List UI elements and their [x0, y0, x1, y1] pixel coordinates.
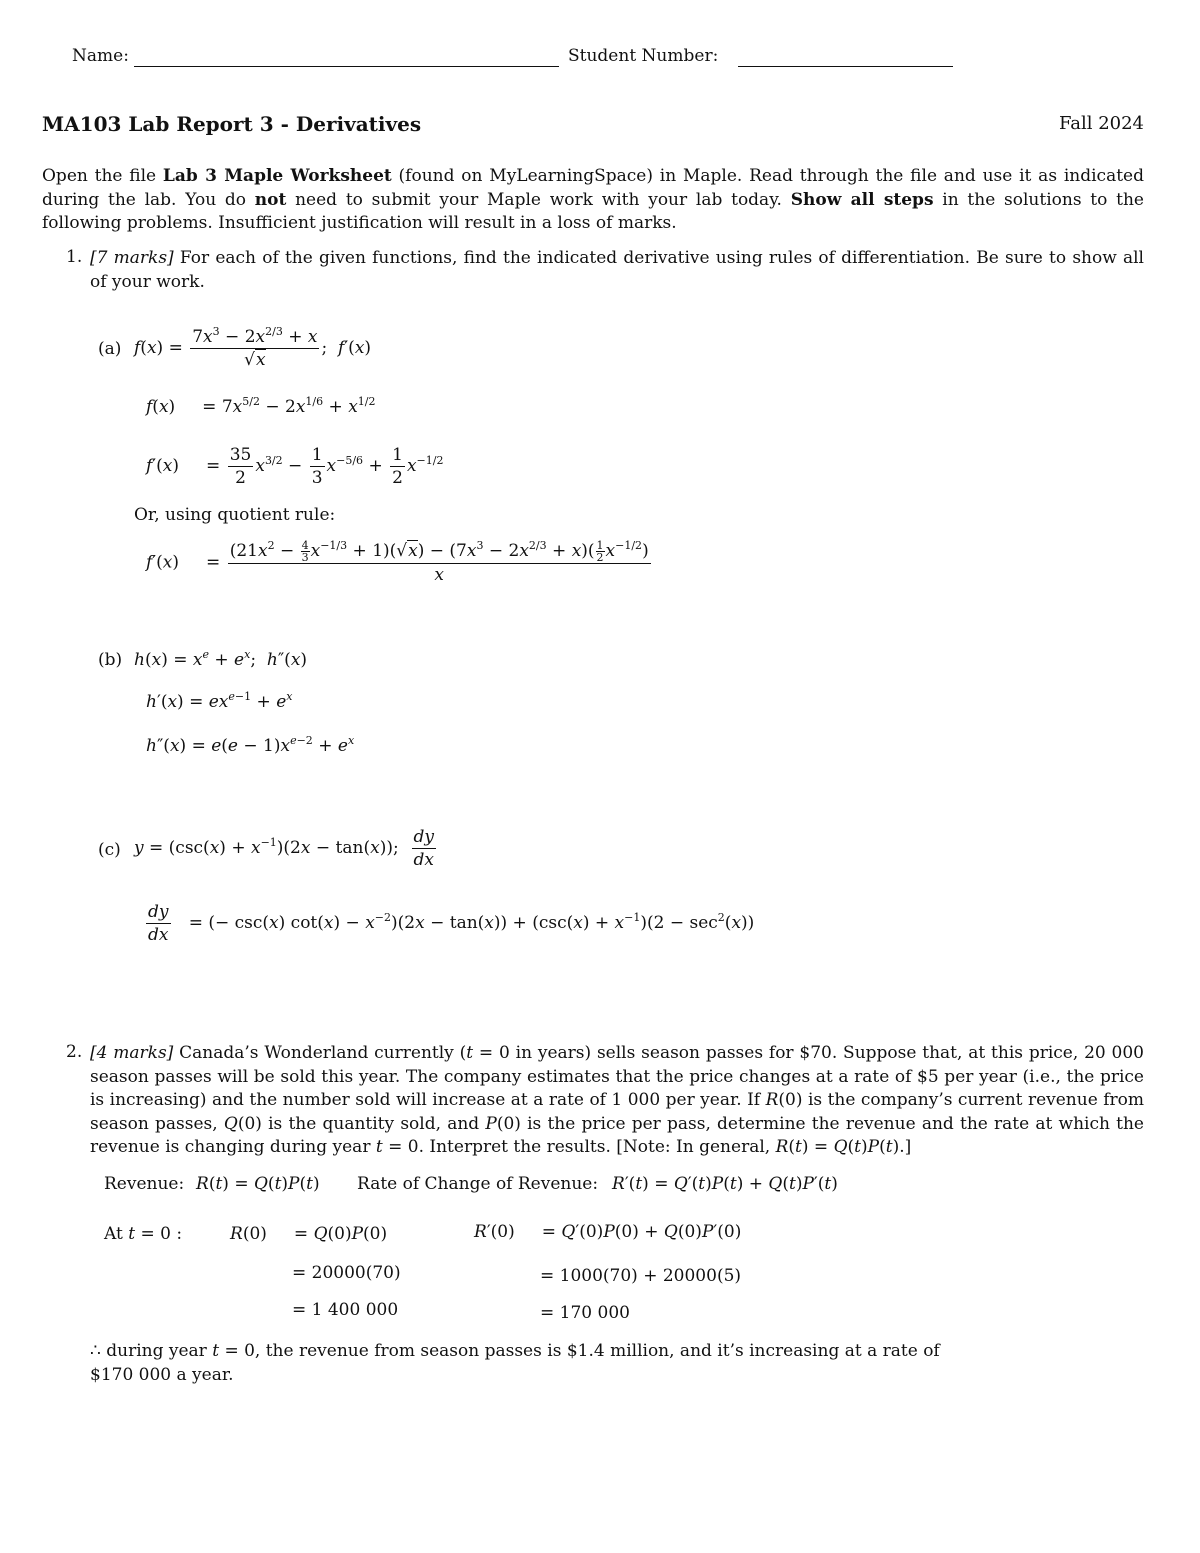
revenue-label: Revenue: [104, 1174, 185, 1194]
q2-text: is the company’s current revenue from season passes, [90, 1090, 1145, 1134]
page-title: MA103 Lab Report 3 - Derivatives [42, 112, 422, 136]
q2-text: .] [899, 1137, 912, 1157]
part-a-label: (a) [98, 339, 122, 359]
q1-text: For each of the given functions, find the indicated derivative using rules of differentiation. Be sure to show all of your work. [90, 248, 1144, 292]
part-a-function: f(x) = $\frac{7x^3 - 2x^{2/3} + x}{√x}$ ; f′(x) [134, 325, 372, 370]
part-c-function: $y = (\csc(x) + x^{-1})(2x - \tan(x))$; $\frac{dy}{dx}$ [134, 827, 434, 870]
q1-prompt [90, 247, 1144, 294]
intro-text: need to submit your Maple work with your lab today. [286, 189, 791, 210]
q2-text: Canada’s Wonderland currently ( [173, 1043, 467, 1063]
r0-line-2: = 20000(70) [292, 1263, 401, 1283]
intro-text: in the solutions to the following problems. Insufficient justification will result in a loss of marks. [42, 189, 1144, 233]
part-c-derivative: $\frac{dy}{dx}$ = (− csc(x) $\cot(x) - x^{-2})(2x - \tan(x)) + (\csc(x) + x^{-1})(2 - \sec^2(x))$ [148, 902, 755, 945]
part-b-label: (b) [98, 650, 123, 670]
rate-of-change-formula: R′(t) = Q′(t)P(t) + Q(t)P′(t) [612, 1174, 838, 1194]
intro-bold-not: not [254, 189, 287, 210]
intro-text: (found on MyLearningSpace) in Maple. Read through the file and use it as indicated during the lab. You do [42, 166, 1144, 210]
q1-number: 1. [66, 247, 83, 267]
student-number-label: Student Number: [568, 46, 719, 66]
term-label: Fall 2024 [1058, 113, 1144, 134]
r0-line-3: = 1 400 000 [292, 1300, 399, 1320]
rp0-line-2: = 1000(70) + 20000(5) [540, 1266, 742, 1286]
name-blank-line [134, 66, 559, 67]
intro-text: Open the file [42, 166, 163, 186]
part-a-rewrite: f(x) = $7x^{5/2} - 2x^{1/6} + x^{1/2}$ [146, 395, 376, 417]
part-b-second-derivative: $h''(x) = e(e - 1)x^{e-2} + e^x$ [146, 734, 355, 756]
q1-marks: [7 marks] [90, 248, 174, 268]
q2-prompt: [4 marks] Canada’s Wonderland currently (t = 0 in years) sells season passes for $70. Suppose that, at this price, 20 000 season passes will be sold this year. The company estimates that the price changes at a rate of $5 per year (i.e., the price is increasing) and the number sold will increase at a rate of 1 000 per year. If R(0) is the company’s current revenue from season passes, Q(0) is the quantity sold, and P(0) is the price per pass, determine the revenue and the rate at which the revenue is changing during year t = 0. Interpret the results. [Note: In general, R(t) = Q(t)P(t).] [90, 1043, 1145, 1157]
q2-text: is the quantity sold, and [261, 1113, 486, 1134]
conclusion-line-1: ∴ during year t = 0, the revenue from season passes is $1.4 million, and it’s increasing at a rate of [90, 1341, 940, 1361]
q2-number: 2. [66, 1042, 83, 1062]
student-number-blank-line [738, 66, 953, 67]
part-b-function: $h(x) = x^e + e^x$; h″(x) [134, 648, 308, 670]
part-a-derivative: f′(x) = $\frac{35}{2}$ $x^{3/2}$ − $\frac{1}{3}$ $x^{-5/6}$ + $\frac{1}{2}$ $x^{-1/2}$ [146, 445, 444, 488]
conclusion-line-2: $170 000 a year. [90, 1365, 234, 1385]
rate-of-change-label: Rate of Change of Revenue: [357, 1174, 599, 1194]
rp0-line-1: R′(0) = Q′(0)P(0) + Q(0)P′(0) [474, 1222, 742, 1242]
q2-text: . Interpret the results. [Note: In general, [418, 1137, 776, 1157]
name-label: Name: [72, 46, 129, 66]
intro-bold-show-steps: Show all steps [790, 189, 934, 210]
q2-marks: [4 marks] [90, 1043, 174, 1063]
revenue-formula: R(t) = Q(t)P(t) [196, 1174, 320, 1194]
intro-paragraph [42, 165, 1144, 236]
part-a-quotient-rule: f′(x) = ($21x^2$ − $\frac{4}{3}$ $x^{-1/3} + 1)(√x) - (7x^3 - 2x^{2/3} + x)$( $\frac{1}{2}$ $x^{-1/2}$) x [146, 539, 649, 585]
q2-text: in years) sells season passes for $70. Suppose that, at this price, 20 000 season passes will be sold this year. The company estimates that the price changes at a rate of $5 per year (i.e., the price is increasing) and the number sold will increase at a rate of 1 000 per year. If [90, 1043, 1144, 1110]
quotient-rule-note: Or, using quotient rule: [134, 505, 336, 525]
intro-bold-worksheet: Lab 3 Maple Worksheet [162, 166, 392, 186]
part-c-label: (c) [98, 840, 121, 860]
r0-line-1: R(0) = Q(0)P(0) [230, 1224, 388, 1244]
rp0-line-3: = 170 000 [540, 1303, 630, 1323]
at-t-zero-label: At t = 0 : [104, 1224, 183, 1244]
q2-text: is the price per pass, determine the revenue and the rate at which the revenue is changing during year [90, 1113, 1144, 1157]
part-b-first-derivative: $h'(x) = ex^{e-1} + e^x$ [146, 690, 293, 712]
therefore-symbol: ∴ [90, 1341, 101, 1361]
